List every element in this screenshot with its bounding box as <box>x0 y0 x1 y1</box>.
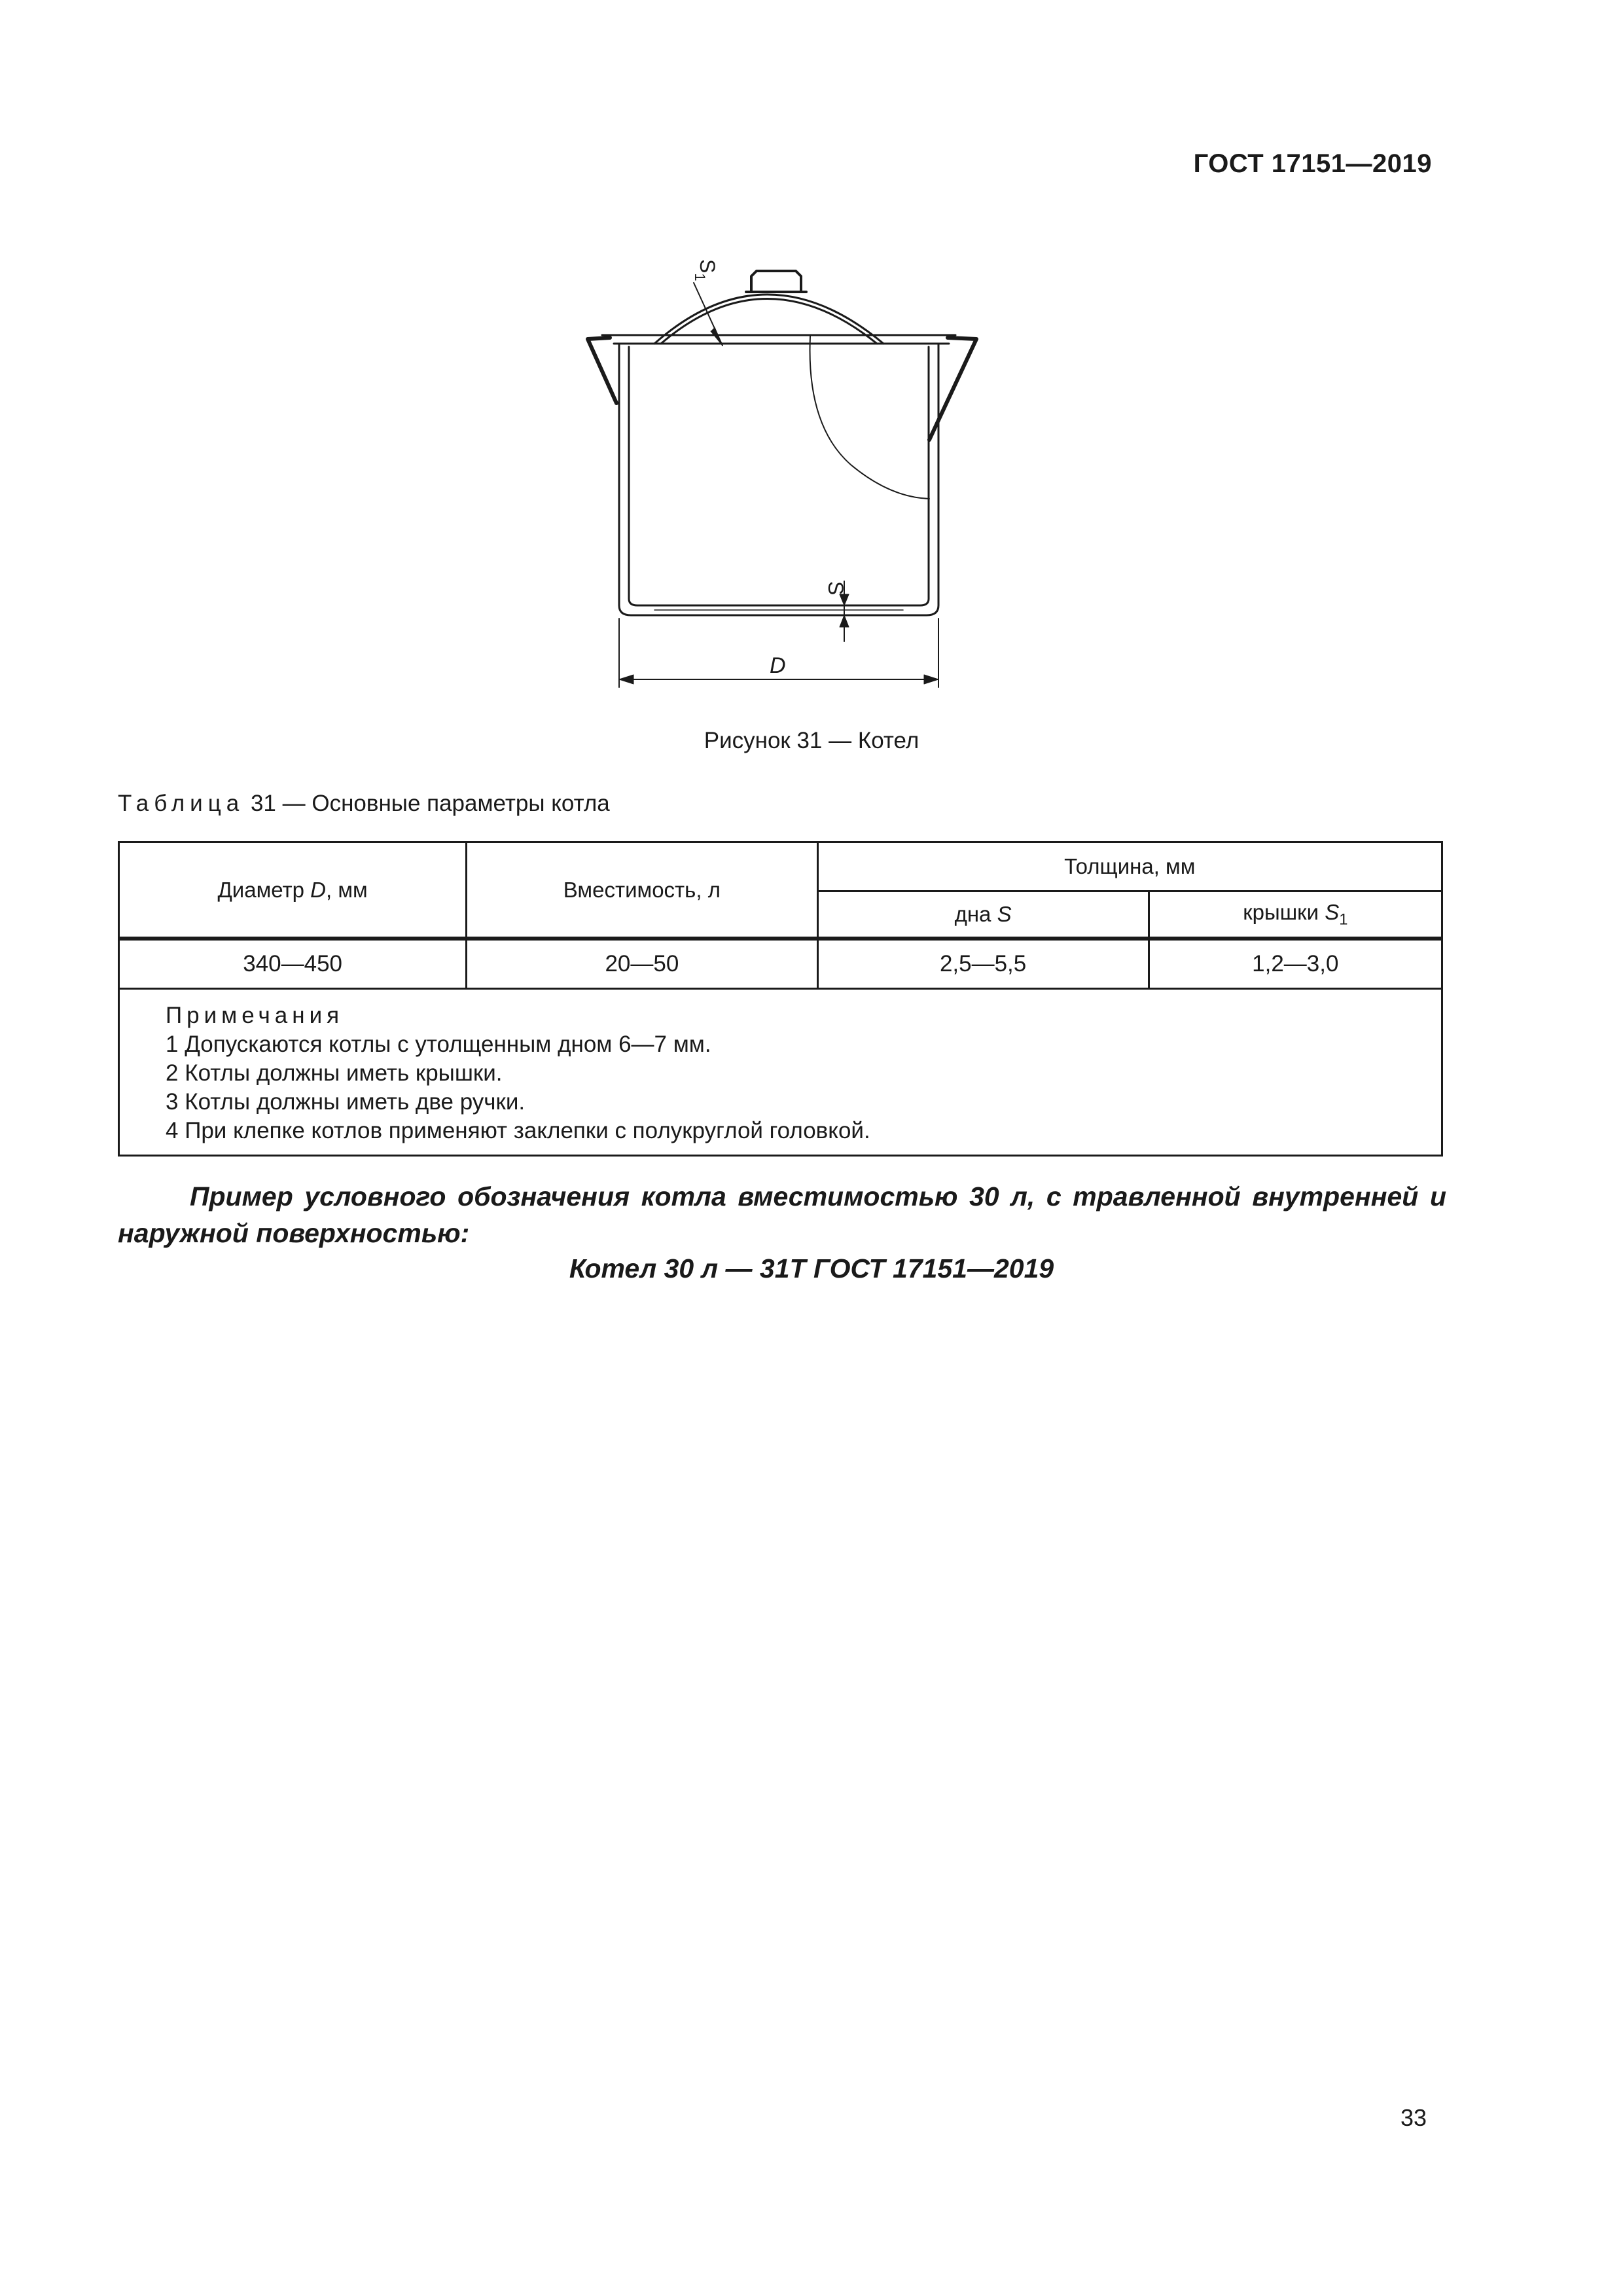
table-title <box>118 791 610 817</box>
document-code: ГОСТ 17151—2019 <box>1193 149 1432 178</box>
header-capacity: Вместимость, л <box>467 842 817 939</box>
notes-cell <box>119 989 1442 1156</box>
table-row <box>119 939 1442 989</box>
table-title-word: Таблица <box>118 791 245 816</box>
cell-diameter: 340—450 <box>119 939 467 989</box>
cell-bottom: 2,5—5,5 <box>817 939 1149 989</box>
parameters-table <box>118 841 1443 1157</box>
lid-dome <box>654 295 883 344</box>
note-item: 4 При клепке котлов применяют заклепки с полукруглой головкой. <box>166 1118 870 1143</box>
left-handle <box>588 338 616 403</box>
note-item: 3 Котлы должны иметь две ручки. <box>166 1089 526 1115</box>
lid-knob <box>751 271 801 292</box>
header-diameter: Диаметр D, мм <box>119 842 467 939</box>
table-title-rest: 31 — Основные параметры котла <box>250 791 610 816</box>
kettle-body <box>619 344 938 615</box>
right-handle <box>929 338 976 440</box>
header-lid: крышки $S_1$ <box>1149 891 1442 939</box>
note-item: 2 Котлы должны иметь крышки. <box>166 1060 503 1086</box>
notes-row <box>119 989 1442 1156</box>
cell-lid: 1,2—3,0 <box>1149 939 1442 989</box>
example-designation: Котел 30 л — 31Т ГОСТ 17151—2019 <box>569 1253 1054 1283</box>
page-number: 33 <box>1400 2104 1427 2131</box>
table-header-row <box>119 842 1442 891</box>
cutaway-curve <box>810 336 929 499</box>
header-bottom: дна S <box>817 891 1149 939</box>
notes-title: Примечания <box>166 1003 344 1028</box>
example-text: Пример условного обозначения котла вместимостью 30 л, с травленной внутренней и наружной поверхностью: <box>118 1181 1446 1248</box>
label-s: S <box>824 581 847 596</box>
note-item: 1 Допускаются котлы с утолщенным дном 6—7 мм. <box>166 1031 711 1057</box>
label-d: D <box>770 653 786 678</box>
figure-caption: Рисунок 31 — Котел <box>704 728 919 753</box>
cell-capacity: 20—50 <box>467 939 817 989</box>
header-thickness: Толщина, мм <box>817 842 1442 891</box>
kettle-drawing <box>563 249 995 707</box>
label-s1: $S_1$ <box>692 259 719 281</box>
lid-dome-inner <box>661 299 877 344</box>
kettle-body-inner <box>629 347 929 605</box>
